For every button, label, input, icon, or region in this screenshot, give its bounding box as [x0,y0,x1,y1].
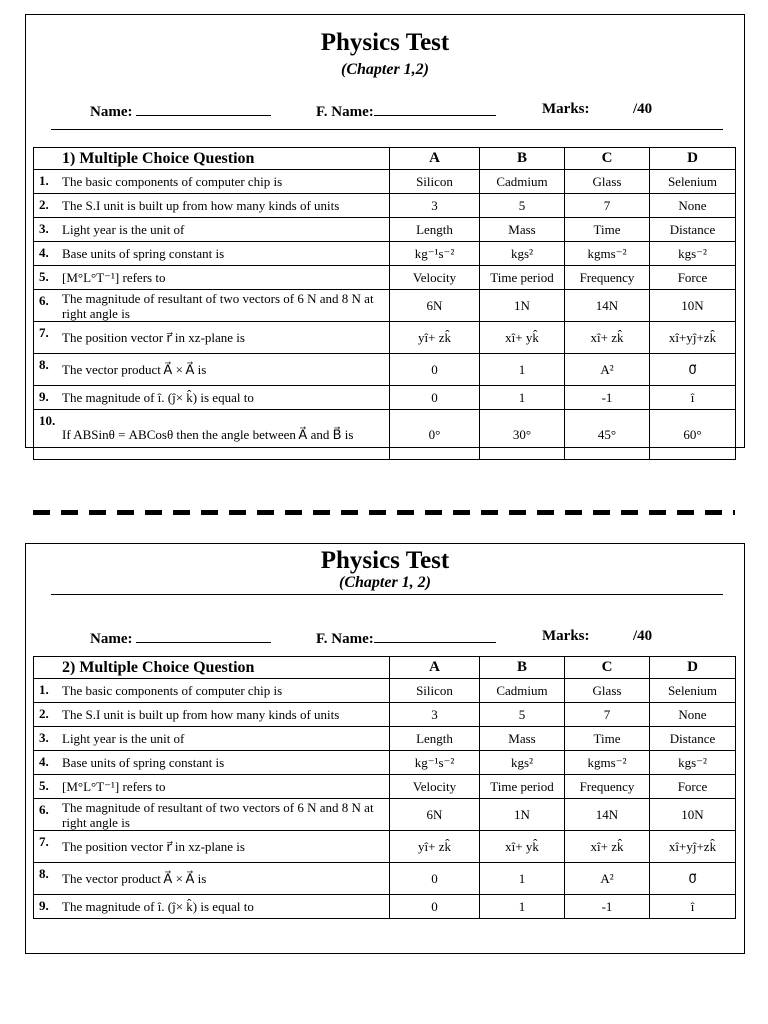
option-c[interactable]: Time [565,727,650,751]
question-cell [34,218,390,242]
question-text: Base units of spring constant is [62,246,225,261]
option-a[interactable]: 3 [390,703,480,727]
name-label: Name: [90,104,133,120]
question-text: The position vector r⃗ in xz-plane is [62,330,245,345]
question-number: 3. [39,730,49,745]
option-d[interactable]: 10N [650,290,736,322]
option-c[interactable]: Frequency [565,266,650,290]
name-field [90,628,271,648]
option-b[interactable]: 1 [480,895,565,919]
question-cell [34,679,390,703]
option-a[interactable]: Length [390,727,480,751]
name-blank[interactable] [136,628,271,643]
test-title: Physics Test [320,29,450,56]
question-row [34,679,736,703]
question-cell [34,831,390,863]
question-row [34,218,736,242]
question-number: 1. [39,173,49,188]
option-d[interactable]: None [650,194,736,218]
question-text: Light year is the unit of [62,222,185,237]
test-subtitle: (Chapter 1, 2) [339,574,431,591]
option-header-a: A [390,148,480,170]
question-row [34,799,736,831]
option-d[interactable]: Force [650,266,736,290]
option-a[interactable]: Velocity [390,775,480,799]
question-number: 9. [39,389,49,404]
option-c[interactable]: A² [565,863,650,895]
option-c[interactable]: 14N [565,799,650,831]
option-b[interactable]: 1 [480,863,565,895]
mcq-table-1 [33,147,736,460]
father-name-field [316,628,496,648]
father-name-blank[interactable] [374,628,496,643]
option-b[interactable]: 1 [480,354,565,386]
question-text: Base units of spring constant is [62,755,225,770]
option-a[interactable]: kg⁻¹s⁻² [390,242,480,266]
question-text: The position vector r⃗ in xz-plane is [62,839,245,854]
name-label: Name: [90,631,133,647]
option-c[interactable]: kgms⁻² [565,242,650,266]
option-b[interactable]: 5 [480,194,565,218]
option-b[interactable]: 1N [480,290,565,322]
option-d[interactable]: î [650,386,736,410]
section-title: 1) Multiple Choice Question [34,148,390,170]
option-d[interactable]: xî+yĵ+zk̂ [650,831,736,863]
test-title: Physics Test [320,547,450,574]
option-a[interactable]: 6N [390,290,480,322]
question-number: 6. [39,293,49,308]
question-text: [M°L°T⁻¹] refers to [62,270,166,285]
question-cell [34,322,390,354]
question-text: The magnitude of resultant of two vectors of 6 N and 8 N at right angle is [62,290,374,321]
option-b[interactable]: xî+ yk̂ [480,831,565,863]
option-b[interactable]: kgs² [480,751,565,775]
question-cell [34,727,390,751]
question-number: 10. [39,413,56,428]
option-c[interactable]: Time [565,218,650,242]
question-cell [34,242,390,266]
option-a[interactable]: yî+ zk̂ [390,322,480,354]
option-c[interactable]: Glass [565,679,650,703]
question-rows [34,679,736,919]
question-text: Light year is the unit of [62,731,185,746]
table-header-row [34,148,736,170]
option-d[interactable]: Selenium [650,170,736,194]
question-number: 4. [39,245,49,260]
marks-total: /40 [633,628,653,644]
question-row [34,386,736,410]
section-title: 2) Multiple Choice Question [34,657,390,679]
option-c[interactable]: Glass [565,170,650,194]
question-row [34,242,736,266]
question-text: The S.I unit is built up from how many kinds of units [62,198,340,213]
question-text: The vector product A⃗ × A⃗ is [62,871,207,886]
question-number: 6. [39,802,49,817]
question-row [34,266,736,290]
option-a[interactable]: 6N [390,799,480,831]
question-number: 8. [39,357,49,372]
question-cell [34,703,390,727]
question-text: The basic components of computer chip is [62,683,283,698]
option-d[interactable]: kgs⁻² [650,242,736,266]
option-d[interactable]: Selenium [650,679,736,703]
marks-field [542,628,652,645]
option-b[interactable]: 30° [480,410,565,460]
question-cell [34,775,390,799]
option-d[interactable]: 0⃗ [650,863,736,895]
question-number: 5. [39,269,49,284]
question-cell [34,410,390,460]
question-row [34,703,736,727]
question-cell [34,751,390,775]
marks-label: Marks: [542,628,590,644]
question-text: [M°L°T⁻¹] refers to [62,779,166,794]
header-rule [51,129,723,130]
option-a[interactable]: 3 [390,194,480,218]
option-b[interactable]: Time period [480,266,565,290]
question-row [34,322,736,354]
option-a[interactable]: Silicon [390,170,480,194]
question-number: 5. [39,778,49,793]
father-name-label: F. Name: [316,104,374,120]
question-row [34,410,736,460]
option-c[interactable]: -1 [565,895,650,919]
question-row [34,194,736,218]
question-text: The vector product A⃗ × A⃗ is [62,362,207,377]
question-cell [34,354,390,386]
mcq-table-2 [33,656,736,919]
option-d[interactable]: xî+yĵ+zk̂ [650,322,736,354]
option-header-d: D [650,148,736,170]
option-d[interactable]: Force [650,775,736,799]
option-a[interactable]: 0 [390,354,480,386]
option-d[interactable]: 10N [650,799,736,831]
question-cell [34,170,390,194]
header-rule [51,594,723,595]
option-header-b: B [480,148,565,170]
option-c[interactable]: xî+ zk̂ [565,322,650,354]
question-cell [34,895,390,919]
option-b[interactable]: 1 [480,386,565,410]
table-header-row [34,657,736,679]
option-d[interactable]: 60° [650,410,736,460]
option-header-b: B [480,657,565,679]
question-text: The basic components of computer chip is [62,174,283,189]
name-blank[interactable] [136,101,271,116]
option-a[interactable]: 0° [390,410,480,460]
question-cell [34,194,390,218]
question-row [34,727,736,751]
question-cell [34,863,390,895]
marks-total: /40 [633,101,653,117]
father-name-blank[interactable] [374,101,496,116]
father-name-field [316,101,496,121]
question-text: The magnitude of î. (ĵ× k̂) is equal to [62,899,254,914]
option-c[interactable]: xî+ zk̂ [565,831,650,863]
option-b[interactable]: Mass [480,218,565,242]
question-text: The magnitude of î. (ĵ× k̂) is equal to [62,390,254,405]
option-b[interactable]: kgs² [480,242,565,266]
question-cell [34,799,390,831]
option-c[interactable]: 7 [565,703,650,727]
option-d[interactable]: î [650,895,736,919]
option-c[interactable]: 45° [565,410,650,460]
option-b[interactable]: Cadmium [480,170,565,194]
option-b[interactable]: xî+ yk̂ [480,322,565,354]
question-row [34,354,736,386]
option-b[interactable]: 5 [480,703,565,727]
question-row [34,895,736,919]
option-b[interactable]: Mass [480,727,565,751]
question-row [34,831,736,863]
option-d[interactable]: Distance [650,218,736,242]
option-d[interactable]: 0⃗ [650,354,736,386]
question-row [34,290,736,322]
name-field [90,101,271,121]
question-row [34,751,736,775]
question-number: 2. [39,706,49,721]
father-name-label: F. Name: [316,631,374,647]
cut-line-separator [33,510,735,515]
question-number: 7. [39,325,49,340]
question-row [34,170,736,194]
option-header-c: C [565,657,650,679]
question-number: 2. [39,197,49,212]
option-d[interactable]: kgs⁻² [650,751,736,775]
test-subtitle: (Chapter 1,2) [341,61,429,78]
question-number: 8. [39,866,49,881]
option-header-a: A [390,657,480,679]
option-c[interactable]: 7 [565,194,650,218]
option-d[interactable]: Distance [650,727,736,751]
question-cell [34,386,390,410]
option-header-d: D [650,657,736,679]
option-a[interactable]: Silicon [390,679,480,703]
option-header-c: C [565,148,650,170]
question-number: 3. [39,221,49,236]
question-rows [34,170,736,460]
question-number: 9. [39,898,49,913]
option-a[interactable]: yî+ zk̂ [390,831,480,863]
question-text: The S.I unit is built up from how many kinds of units [62,707,340,722]
option-a[interactable]: 0 [390,386,480,410]
option-a[interactable]: 0 [390,863,480,895]
option-a[interactable]: 0 [390,895,480,919]
option-c[interactable]: -1 [565,386,650,410]
question-row [34,863,736,895]
question-cell [34,290,390,322]
question-number: 7. [39,834,49,849]
marks-label: Marks: [542,101,590,117]
option-c[interactable]: 14N [565,290,650,322]
marks-field [542,101,652,118]
question-row [34,775,736,799]
question-text: The magnitude of resultant of two vectors of 6 N and 8 N at right angle is [62,799,374,830]
question-text: If ABSinθ = ABCosθ then the angle between A⃗ and B⃗ is [62,427,354,442]
option-b[interactable]: Cadmium [480,679,565,703]
option-b[interactable]: Time period [480,775,565,799]
question-cell [34,266,390,290]
question-number: 1. [39,682,49,697]
option-a[interactable]: Length [390,218,480,242]
option-a[interactable]: kg⁻¹s⁻² [390,751,480,775]
option-d[interactable]: None [650,703,736,727]
option-c[interactable]: A² [565,354,650,386]
option-c[interactable]: Frequency [565,775,650,799]
option-b[interactable]: 1N [480,799,565,831]
option-c[interactable]: kgms⁻² [565,751,650,775]
option-a[interactable]: Velocity [390,266,480,290]
question-number: 4. [39,754,49,769]
